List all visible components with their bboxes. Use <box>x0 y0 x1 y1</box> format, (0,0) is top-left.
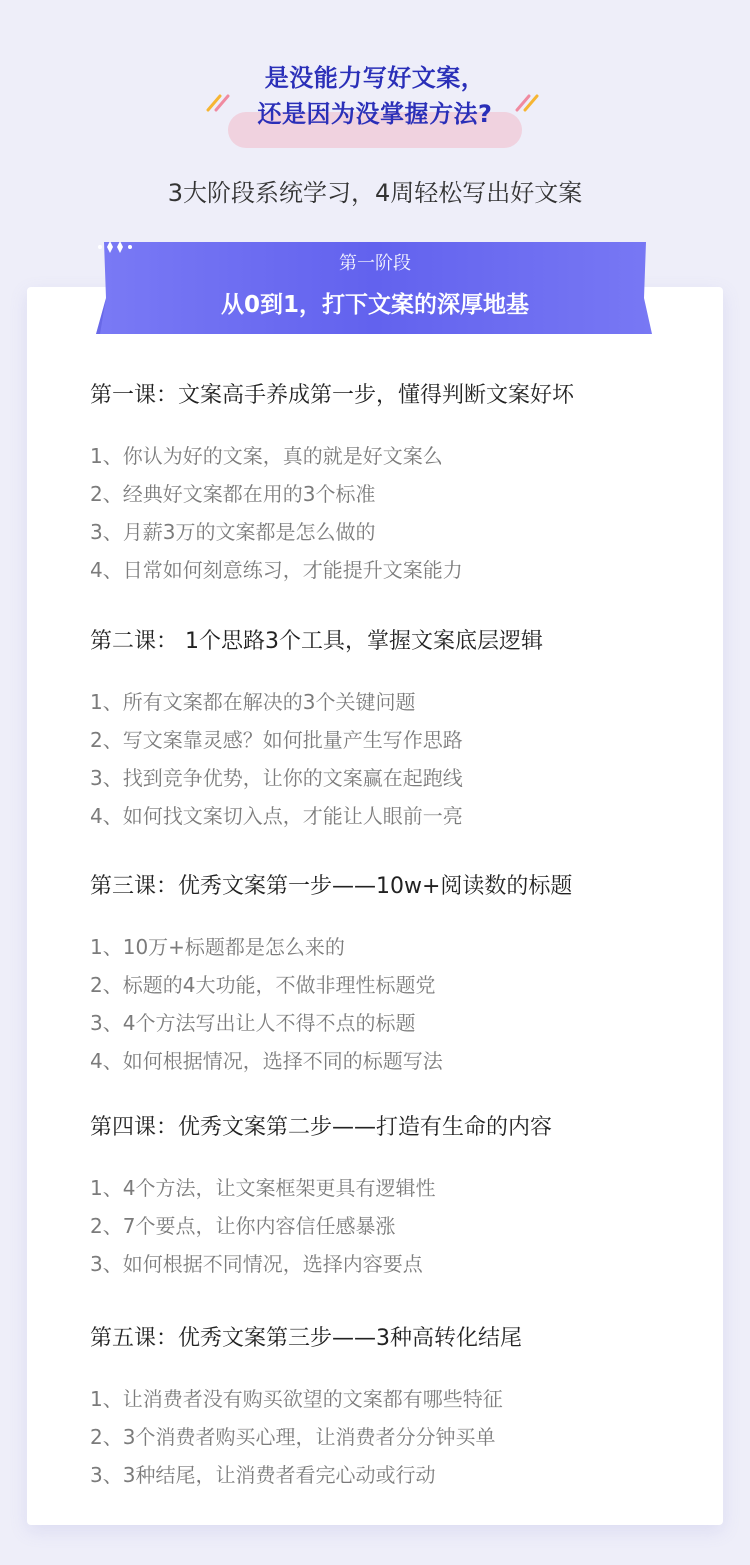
list-item: 1、让消费者没有购买欲望的文案都有哪些特征 <box>90 1387 503 1411</box>
list-item: 4、如何找文案切入点，才能让人眼前一亮 <box>90 804 463 828</box>
list-item: 3、月薪3万的文案都是怎么做的 <box>90 520 376 544</box>
lesson-items <box>90 437 690 589</box>
list-item: 2、标题的4大功能，不做非理性标题党 <box>90 973 436 997</box>
list-item: 1、10万+标题都是怎么来的 <box>90 935 345 959</box>
lesson-title: 第五课：优秀文案第三步——3种高转化结尾 <box>90 1326 522 1351</box>
sparkle-icon <box>96 238 136 256</box>
lesson-title: 第二课： 1个思路3个工具，掌握文案底层逻辑 <box>90 629 543 654</box>
lesson-items <box>90 683 690 835</box>
hero-line-1: 是没能力写好文案， <box>264 64 486 92</box>
list-item: 2、3个消费者购买心理，让消费者分分钟买单 <box>90 1425 496 1449</box>
list-item: 2、经典好文案都在用的3个标准 <box>90 482 376 506</box>
lesson-section <box>90 381 690 589</box>
lesson-title: 第三课：优秀文案第一步——10w+阅读数的标题 <box>90 874 573 899</box>
lesson-items <box>90 928 690 1080</box>
list-item: 4、日常如何刻意练习，才能提升文案能力 <box>90 558 463 582</box>
lesson-section <box>90 872 690 1080</box>
stage-label: 第一阶段 <box>339 253 411 274</box>
page-subtitle: 3大阶段系统学习，4周轻松写出好文案 <box>167 179 583 207</box>
list-item: 3、如何根据不同情况，选择内容要点 <box>90 1252 423 1276</box>
hero-line-2: 还是因为没掌握方法? <box>257 100 493 128</box>
hero-heading <box>0 60 750 132</box>
list-item: 4、如何根据情况，选择不同的标题写法 <box>90 1049 443 1073</box>
list-item: 1、4个方法，让文案框架更具有逻辑性 <box>90 1176 436 1200</box>
list-item: 1、你认为好的文案，真的就是好文案么 <box>90 444 443 468</box>
lesson-title: 第一课：文案高手养成第一步，懂得判断文案好坏 <box>90 383 575 408</box>
list-item: 2、写文案靠灵感？如何批量产生写作思路 <box>90 728 463 752</box>
lesson-section <box>90 1113 690 1283</box>
lesson-items <box>90 1380 690 1494</box>
stage-title: 从0到1，打下文案的深厚地基 <box>220 292 529 318</box>
list-item: 2、7个要点，让你内容信任感暴涨 <box>90 1214 396 1238</box>
lesson-section <box>90 1324 690 1494</box>
list-item: 1、所有文案都在解决的3个关键问题 <box>90 690 416 714</box>
lesson-title: 第四课：优秀文案第二步——打造有生命的内容 <box>90 1115 553 1140</box>
lesson-items <box>90 1169 690 1283</box>
list-item: 3、找到竞争优势，让你的文案赢在起跑线 <box>90 766 463 790</box>
stage-banner <box>96 238 654 334</box>
list-item: 3、4个方法写出让人不得不点的标题 <box>90 1011 416 1035</box>
list-item: 3、3种结尾，让消费者看完心动或行动 <box>90 1463 436 1487</box>
lesson-section <box>90 627 690 835</box>
